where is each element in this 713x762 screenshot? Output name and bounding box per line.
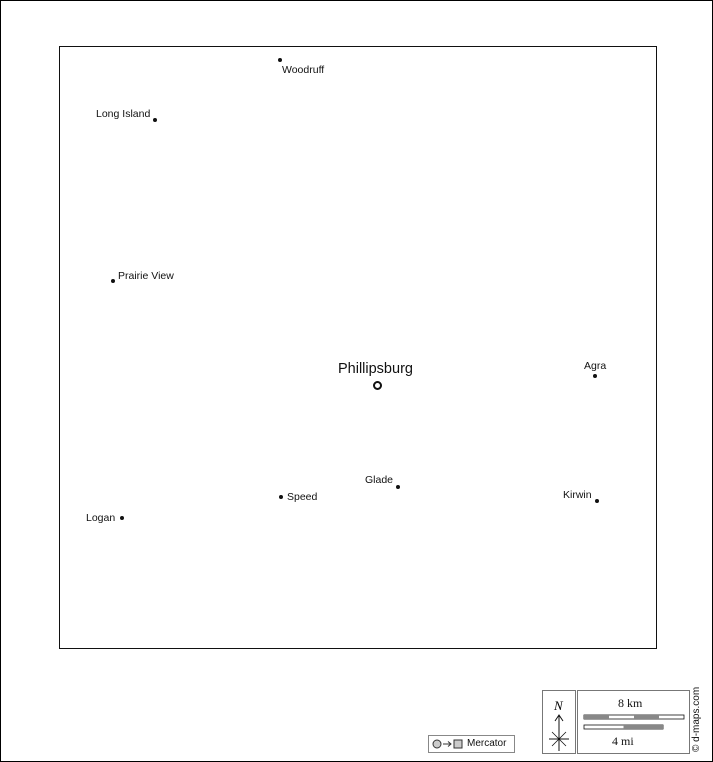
town-label-glade: Glade — [365, 474, 394, 486]
town-label-long-island: Long Island — [96, 108, 151, 120]
town-dot-kirwin — [595, 499, 599, 503]
town-dot-speed — [279, 495, 283, 499]
town-label-prairie-view: Prairie View — [118, 270, 174, 282]
town-label-agra: Agra — [584, 360, 607, 372]
town-label-kirwin: Kirwin — [563, 489, 592, 501]
scale-mi-label: 4 mi — [612, 734, 634, 748]
compass-rose-icon — [543, 713, 575, 753]
projection-icon — [431, 736, 463, 752]
town-dot-prairie-view — [111, 279, 115, 283]
town-label-logan: Logan — [86, 512, 116, 524]
north-arrow — [542, 690, 576, 754]
county-seat-marker — [373, 381, 382, 390]
scale-km-label: 8 km — [618, 696, 643, 710]
projection-label: Mercator — [467, 738, 507, 749]
north-label: N — [554, 698, 563, 713]
seat-label-phillipsburg: Phillipsburg — [338, 361, 413, 377]
scale-bar — [577, 690, 690, 754]
town-dot-woodruff — [278, 58, 282, 62]
town-dot-logan — [120, 516, 124, 520]
town-dot-glade — [396, 485, 400, 489]
town-dot-long-island — [153, 118, 157, 122]
town-label-speed: Speed — [287, 491, 318, 503]
town-label-woodruff: Woodruff — [282, 64, 325, 76]
projection-legend — [428, 735, 515, 753]
credit-text: © d-maps.com — [691, 686, 702, 752]
town-dot-agra — [593, 374, 597, 378]
county-boundary — [59, 46, 657, 649]
